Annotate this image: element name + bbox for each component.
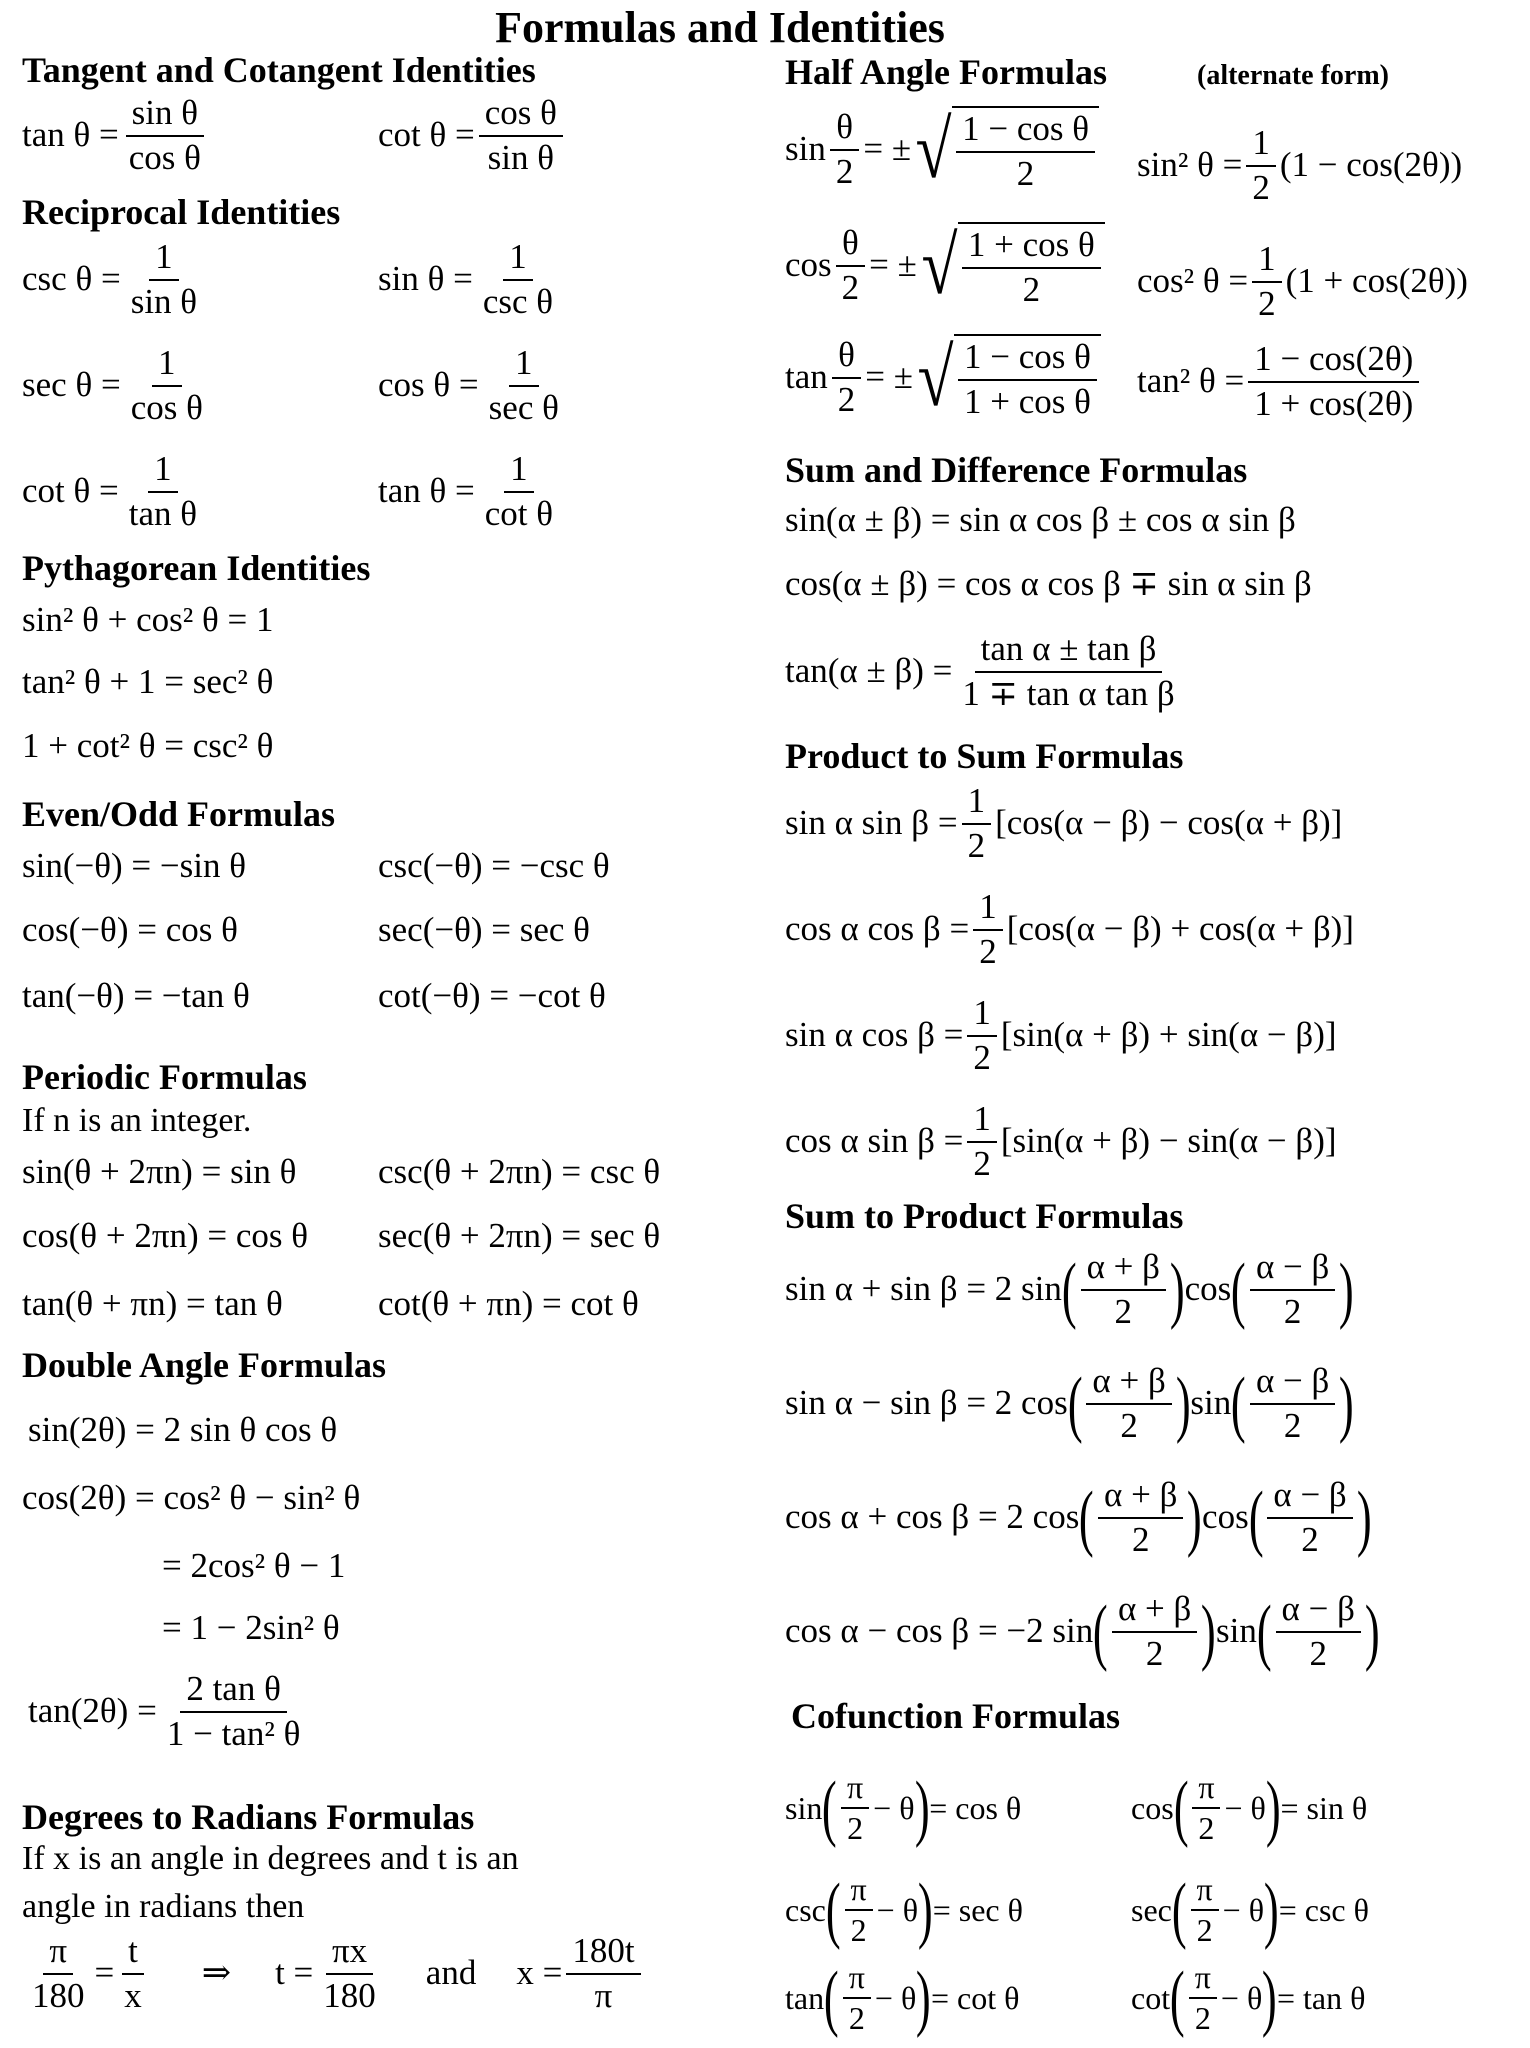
formula-tan-quotient bbox=[22, 94, 211, 177]
fraction bbox=[125, 238, 203, 321]
formula-sum-diff-tan bbox=[785, 630, 1185, 713]
fraction bbox=[1252, 240, 1282, 323]
denominator: 2 bbox=[835, 151, 854, 191]
denominator: 2 bbox=[1301, 1519, 1319, 1559]
numerator: α − β bbox=[1267, 1476, 1352, 1519]
fraction bbox=[967, 994, 997, 1077]
denominator: 180 bbox=[32, 1975, 85, 2015]
formula-half-sin-alt bbox=[1137, 124, 1462, 207]
formula-csc-reciprocal bbox=[22, 238, 207, 321]
formula-double-tan bbox=[28, 1670, 310, 1753]
heading-double-angle: Double Angle Formulas bbox=[22, 1345, 387, 1385]
minus-theta: − θ bbox=[873, 1789, 915, 1826]
heading-even-odd: Even/Odd Formulas bbox=[22, 794, 336, 834]
heading-cofunction: Cofunction Formulas bbox=[791, 1696, 1121, 1736]
formula-lhs: tan(2θ) = bbox=[28, 1691, 157, 1731]
fraction bbox=[479, 450, 559, 533]
formula-pythagorean-1: sin² θ + cos² θ = 1 bbox=[22, 600, 274, 639]
fraction bbox=[26, 1932, 91, 2015]
denominator: cot θ bbox=[484, 493, 554, 533]
radical-icon: √ bbox=[921, 219, 958, 311]
denominator: csc θ bbox=[482, 281, 554, 321]
numerator: α − β bbox=[1250, 1248, 1335, 1291]
numerator: 1 bbox=[503, 238, 533, 281]
numerator: θ bbox=[830, 108, 859, 151]
plus-minus-equals: = ± bbox=[865, 357, 913, 397]
denominator: 2 bbox=[850, 1912, 867, 1949]
fraction bbox=[1248, 340, 1419, 423]
numerator: 1 + cos θ bbox=[962, 226, 1101, 269]
numerator: π bbox=[1189, 1960, 1217, 1999]
plus-minus-equals: = ± bbox=[863, 129, 912, 169]
formula-double-cos: cos(2θ) = cos² θ − sin² θ bbox=[22, 1478, 361, 1517]
minus-theta: − θ bbox=[876, 1891, 919, 1928]
numerator: 1 − cos(2θ) bbox=[1248, 340, 1419, 383]
formula-pythagorean-2: tan² θ + 1 = sec² θ bbox=[22, 662, 274, 701]
numerator: π bbox=[1191, 1872, 1219, 1911]
denominator: 2 bbox=[847, 1810, 864, 1847]
equals-sign: = bbox=[94, 1953, 115, 1993]
fraction bbox=[1098, 1476, 1183, 1559]
formula-periodic-sin: sin(θ + 2πn) = sin θ bbox=[22, 1152, 297, 1191]
fraction bbox=[956, 630, 1180, 713]
numerator: 1 bbox=[973, 888, 1003, 931]
square-root bbox=[917, 219, 1105, 311]
formula-lhs: tan θ = bbox=[22, 115, 119, 155]
formula-rhs: = cos θ bbox=[929, 1789, 1022, 1826]
formula-cofunction-tan: tan ( $\frac{\pi}{2}$ − θ ) = cot θ bbox=[785, 1957, 1020, 2040]
function-name: cos bbox=[1131, 1789, 1174, 1826]
numerator: θ bbox=[836, 224, 865, 267]
square-root bbox=[911, 103, 1099, 195]
formula-lhs: cos θ = bbox=[378, 365, 479, 405]
denominator: 2 bbox=[973, 1143, 991, 1183]
denominator: 180 bbox=[323, 1975, 376, 2015]
denominator: 1 − tan² θ bbox=[166, 1713, 301, 1753]
formula-double-sin: sin(2θ) = 2 sin θ cos θ bbox=[28, 1410, 338, 1449]
radicand bbox=[958, 222, 1105, 309]
fraction bbox=[1267, 1476, 1352, 1559]
heading-sum-difference: Sum and Difference Formulas bbox=[785, 450, 1248, 490]
function-name: csc bbox=[785, 1891, 826, 1928]
fraction bbox=[1250, 1248, 1335, 1331]
denominator: 2 bbox=[1196, 1912, 1213, 1949]
page-title: Formulas and Identities bbox=[495, 3, 945, 52]
heading-reciprocal: Reciprocal Identities bbox=[22, 192, 341, 232]
function-name: sin bbox=[1215, 1611, 1257, 1651]
fraction bbox=[843, 1960, 871, 2036]
formula-periodic-tan: tan(θ + πn) = tan θ bbox=[22, 1284, 283, 1323]
formula-sum-diff-cos: cos(α ± β) = cos α cos β ∓ sin α sin β bbox=[785, 564, 1312, 603]
function-name: cos bbox=[1184, 1269, 1232, 1309]
formula-lhs: sin α − sin β = 2 cos bbox=[785, 1383, 1068, 1423]
formula-even-odd-cot: cot(−θ) = −cot θ bbox=[378, 976, 606, 1015]
denominator: 2 bbox=[1283, 1405, 1302, 1445]
formula-cot-quotient bbox=[378, 94, 567, 177]
degrees-note-line-2: angle in radians then bbox=[22, 1888, 305, 1925]
formula-double-cos-alt-1: = 2cos² θ − 1 bbox=[162, 1546, 346, 1585]
formula-lhs: cot θ = bbox=[378, 115, 475, 155]
numerator: θ bbox=[832, 336, 861, 379]
minus-theta: − θ bbox=[874, 1979, 917, 2016]
denominator: tan θ bbox=[128, 493, 198, 533]
degrees-note-line-1: If x is an angle in degrees and t is an bbox=[22, 1840, 519, 1877]
implies-arrow-icon: ⇒ bbox=[201, 1953, 232, 1993]
denominator: 2 bbox=[1022, 269, 1041, 309]
formula-lhs: tan θ = bbox=[378, 471, 475, 511]
fraction bbox=[161, 1670, 307, 1753]
denominator: 2 bbox=[973, 1037, 991, 1077]
denominator: 2 bbox=[967, 825, 986, 865]
fraction bbox=[962, 226, 1101, 309]
numerator: 2 tan θ bbox=[180, 1670, 287, 1713]
formula-lhs: sec θ = bbox=[22, 365, 121, 405]
fraction bbox=[123, 94, 207, 177]
formula-lhs: t = bbox=[275, 1953, 314, 1993]
radicand bbox=[954, 334, 1101, 421]
denominator: 2 bbox=[1016, 153, 1035, 193]
formula-rhs: [sin(α + β) + sin(α − β)] bbox=[1000, 1015, 1337, 1055]
numerator: cos θ bbox=[479, 94, 563, 137]
numerator: 1 bbox=[967, 1100, 997, 1143]
formula-lhs: sin² θ = bbox=[1137, 145, 1243, 185]
formula-rhs: = tan θ bbox=[1276, 1979, 1366, 2016]
numerator: 1 bbox=[1252, 240, 1282, 283]
numerator: α − β bbox=[1250, 1362, 1335, 1405]
formula-cot-reciprocal bbox=[22, 450, 207, 533]
formula-lhs: sin θ = bbox=[378, 259, 473, 299]
fraction bbox=[958, 338, 1097, 421]
denominator: 2 bbox=[979, 931, 997, 971]
formula-sec-reciprocal bbox=[22, 344, 213, 427]
numerator: 180t bbox=[566, 1932, 640, 1975]
numerator: 1 bbox=[148, 450, 178, 493]
numerator: t bbox=[122, 1932, 144, 1975]
plus-minus-equals: = ± bbox=[869, 245, 917, 285]
formula-double-cos-alt-2: = 1 − 2sin² θ bbox=[162, 1608, 340, 1647]
fraction bbox=[1192, 1770, 1220, 1846]
fraction bbox=[483, 344, 565, 427]
formula-lhs: x = bbox=[516, 1953, 563, 1993]
formula-rhs: [cos(α − β) + cos(α + β)] bbox=[1006, 909, 1354, 949]
denominator: sec θ bbox=[488, 387, 559, 427]
formula-lhs: tan² θ = bbox=[1137, 361, 1245, 401]
radical-icon: √ bbox=[915, 103, 952, 195]
formula-cofunction-sec: sec ( $\frac{\pi}{2}$ − θ ) = csc θ bbox=[1131, 1869, 1369, 1952]
formula-cofunction-sin: sin ( $\frac{\pi}{2}$ − θ ) = cos θ bbox=[785, 1767, 1022, 1850]
denominator: 2 bbox=[841, 267, 860, 307]
denominator: 2 bbox=[1309, 1633, 1327, 1673]
formula-product-sin-sin bbox=[785, 782, 1342, 865]
denominator: x bbox=[124, 1975, 142, 2015]
formula-sum-product-sin-minus: sin α − sin β = 2 cos ( $\frac{\alpha + \beta}{2}$ ) sin ( $\frac{\alpha - \beta}{2}$ ) bbox=[785, 1361, 1355, 1445]
function-name: sec bbox=[1131, 1891, 1172, 1928]
fraction bbox=[1246, 124, 1276, 207]
formula-cofunction-cos: cos ( $\frac{\pi}{2}$ − θ ) = sin θ bbox=[1131, 1767, 1368, 1850]
formula-lhs: cos α cos β = bbox=[785, 909, 970, 949]
function-name: tan bbox=[785, 1979, 825, 2016]
radical-icon: √ bbox=[917, 331, 954, 423]
denominator: 2 bbox=[1114, 1291, 1133, 1331]
formula-lhs: cot θ = bbox=[22, 471, 119, 511]
fraction bbox=[973, 888, 1003, 971]
numerator: 1 bbox=[152, 344, 182, 387]
fraction bbox=[118, 1932, 148, 2015]
denominator: sin θ bbox=[130, 281, 198, 321]
heading-product-to-sum: Product to Sum Formulas bbox=[785, 736, 1184, 776]
formula-sum-diff-sin: sin(α ± β) = sin α cos β ± cos α sin β bbox=[785, 500, 1296, 539]
formula-rhs: = sec θ bbox=[932, 1891, 1023, 1928]
formula-periodic-cot: cot(θ + πn) = cot θ bbox=[378, 1284, 639, 1323]
denominator: 2 bbox=[1198, 1810, 1215, 1847]
function-name: sin bbox=[785, 1789, 823, 1826]
numerator: tan α ± tan β bbox=[975, 630, 1163, 673]
formula-rhs: [sin(α + β) − sin(α − β)] bbox=[1000, 1121, 1337, 1161]
formula-sum-product-cos-minus: cos α − cos β = −2 sin ( $\frac{\alpha + \beta}{2}$ ) sin ( $\frac{\alpha - \beta}{2}$ ) bbox=[785, 1589, 1380, 1673]
formula-pythagorean-3: 1 + cot² θ = csc² θ bbox=[22, 726, 274, 765]
fraction bbox=[1250, 1362, 1335, 1445]
formula-periodic-csc: csc(θ + 2πn) = csc θ bbox=[378, 1152, 661, 1191]
denominator: 2 bbox=[848, 2000, 865, 2037]
denominator: sin θ bbox=[487, 137, 555, 177]
formula-even-odd-csc: csc(−θ) = −csc θ bbox=[378, 846, 610, 885]
denominator: cos θ bbox=[130, 387, 203, 427]
periodic-note: If n is an integer. bbox=[22, 1102, 252, 1139]
function-name: sin bbox=[785, 129, 826, 169]
numerator: πx bbox=[326, 1932, 373, 1975]
heading-pythagorean: Pythagorean Identities bbox=[22, 548, 371, 588]
function-name: sin bbox=[1190, 1383, 1232, 1423]
function-name: cos bbox=[785, 245, 832, 285]
numerator: π bbox=[1192, 1770, 1220, 1809]
formula-lhs: csc θ = bbox=[22, 259, 121, 299]
formula-degrees-radians bbox=[22, 1932, 645, 2015]
fraction bbox=[1086, 1362, 1171, 1445]
numerator: α − β bbox=[1276, 1590, 1361, 1633]
formula-sin-reciprocal bbox=[378, 238, 563, 321]
formula-half-tan-alt bbox=[1137, 340, 1423, 423]
numerator: π bbox=[43, 1932, 73, 1975]
heading-tangent-cotangent: Tangent and Cotangent Identities bbox=[22, 50, 536, 90]
fraction bbox=[962, 782, 992, 865]
fraction bbox=[477, 238, 559, 321]
numerator: α + β bbox=[1086, 1362, 1171, 1405]
fraction bbox=[832, 336, 862, 419]
and-word: and bbox=[425, 1953, 477, 1993]
denominator: 2 bbox=[1252, 167, 1270, 207]
minus-theta: − θ bbox=[1222, 1891, 1265, 1928]
heading-degrees-radians: Degrees to Radians Formulas bbox=[22, 1797, 475, 1837]
denominator: 2 bbox=[1120, 1405, 1138, 1445]
formula-cos-reciprocal bbox=[378, 344, 569, 427]
numerator: π bbox=[843, 1960, 871, 1999]
fraction bbox=[1081, 1248, 1166, 1331]
formula-rhs: [cos(α − β) − cos(α + β)] bbox=[995, 803, 1343, 843]
minus-theta: − θ bbox=[1224, 1789, 1266, 1826]
formula-tan-reciprocal bbox=[378, 450, 563, 533]
fraction bbox=[317, 1932, 382, 2015]
formula-lhs: cos² θ = bbox=[1137, 261, 1249, 301]
function-name: tan bbox=[785, 357, 828, 397]
numerator: 1 bbox=[149, 238, 179, 281]
fraction bbox=[845, 1872, 873, 1948]
formula-lhs: cos α − cos β = −2 sin bbox=[785, 1611, 1094, 1651]
formula-half-cos-alt bbox=[1137, 240, 1468, 323]
fraction bbox=[830, 108, 860, 191]
fraction bbox=[1191, 1872, 1219, 1948]
denominator: 1 + cos θ bbox=[963, 381, 1091, 421]
formula-rhs: (1 + cos(2θ)) bbox=[1285, 261, 1468, 301]
radicand bbox=[952, 106, 1099, 193]
formula-even-odd-cos: cos(−θ) = cos θ bbox=[22, 910, 238, 949]
formula-lhs: cos α + cos β = 2 cos bbox=[785, 1497, 1080, 1537]
numerator: α + β bbox=[1098, 1476, 1183, 1519]
denominator: π bbox=[594, 1975, 613, 2015]
formula-rhs: = sin θ bbox=[1280, 1789, 1368, 1826]
denominator: 2 bbox=[1145, 1633, 1164, 1673]
formula-lhs: sin α cos β = bbox=[785, 1015, 964, 1055]
formula-sum-product-cos-plus: cos α + cos β = 2 cos ( $\frac{\alpha + \beta}{2}$ ) cos ( $\frac{\alpha - \beta}{2}$ ) bbox=[785, 1475, 1372, 1559]
formula-half-sin bbox=[785, 103, 1099, 195]
formula-periodic-sec: sec(θ + 2πn) = sec θ bbox=[378, 1216, 661, 1255]
square-root bbox=[913, 331, 1101, 423]
numerator: sin θ bbox=[126, 94, 204, 137]
denominator: 2 bbox=[1258, 283, 1276, 323]
numerator: α + β bbox=[1112, 1590, 1197, 1633]
numerator: 1 bbox=[509, 344, 539, 387]
formula-rhs: (1 − cos(2θ)) bbox=[1279, 145, 1463, 185]
formula-rhs: = csc θ bbox=[1278, 1891, 1369, 1928]
formula-half-tan bbox=[785, 331, 1101, 423]
denominator: 1 + cos(2θ) bbox=[1254, 383, 1414, 423]
formula-lhs: sin α + sin β = 2 sin bbox=[785, 1269, 1062, 1309]
fraction bbox=[1276, 1590, 1361, 1673]
fraction bbox=[967, 1100, 997, 1183]
fraction bbox=[479, 94, 563, 177]
formula-even-odd-tan: tan(−θ) = −tan θ bbox=[22, 976, 250, 1015]
formula-even-odd-sec: sec(−θ) = sec θ bbox=[378, 910, 590, 949]
fraction bbox=[123, 450, 203, 533]
numerator: π bbox=[845, 1872, 873, 1911]
fraction bbox=[1112, 1590, 1197, 1673]
denominator: 2 bbox=[1131, 1519, 1150, 1559]
function-name: cos bbox=[1202, 1497, 1249, 1537]
formula-sum-product-sin-plus: sin α + sin β = 2 sin ( $\frac{\alpha + \beta}{2}$ ) cos ( $\frac{\alpha - \beta}{2}$ ) bbox=[785, 1247, 1355, 1331]
denominator: 2 bbox=[837, 379, 856, 419]
numerator: 1 bbox=[967, 994, 997, 1037]
denominator: 1 ∓ tan α tan β bbox=[962, 673, 1175, 713]
fraction bbox=[956, 110, 1095, 193]
denominator: 2 bbox=[1283, 1291, 1302, 1331]
fraction bbox=[125, 344, 209, 427]
heading-half-angle: Half Angle Formulas bbox=[785, 52, 1107, 92]
heading-sum-to-product: Sum to Product Formulas bbox=[785, 1196, 1184, 1236]
denominator: 2 bbox=[1194, 2000, 1211, 2037]
formula-rhs: = cot θ bbox=[930, 1979, 1020, 2016]
numerator: α + β bbox=[1081, 1248, 1166, 1291]
formula-periodic-cos: cos(θ + 2πn) = cos θ bbox=[22, 1216, 309, 1255]
denominator: cos θ bbox=[128, 137, 201, 177]
minus-theta: − θ bbox=[1220, 1979, 1263, 2016]
numerator: 1 bbox=[504, 450, 534, 493]
heading-periodic: Periodic Formulas bbox=[22, 1057, 307, 1097]
formula-lhs: tan(α ± β) = bbox=[785, 651, 953, 691]
formula-cofunction-csc: csc ( $\frac{\pi}{2}$ − θ ) = sec θ bbox=[785, 1869, 1023, 1952]
numerator: π bbox=[841, 1770, 869, 1809]
formula-product-cos-cos bbox=[785, 888, 1354, 971]
formula-half-cos bbox=[785, 219, 1105, 311]
numerator: 1 bbox=[1246, 124, 1276, 167]
fraction bbox=[1189, 1960, 1217, 2036]
alternate-form-label: (alternate form) bbox=[1197, 60, 1390, 91]
formula-product-sin-cos bbox=[785, 994, 1337, 1077]
numerator: 1 bbox=[962, 782, 992, 825]
function-name: cot bbox=[1131, 1979, 1171, 2016]
formula-product-cos-sin bbox=[785, 1100, 1337, 1183]
fraction bbox=[836, 224, 866, 307]
fraction bbox=[566, 1932, 640, 2015]
numerator: 1 − cos θ bbox=[958, 338, 1097, 381]
formula-lhs: cos α sin β = bbox=[785, 1121, 964, 1161]
formula-cofunction-cot: cot ( $\frac{\pi}{2}$ − θ ) = tan θ bbox=[1131, 1957, 1366, 2040]
fraction bbox=[841, 1770, 869, 1846]
formula-even-odd-sin: sin(−θ) = −sin θ bbox=[22, 846, 246, 885]
formula-lhs: sin α sin β = bbox=[785, 803, 958, 843]
numerator: 1 − cos θ bbox=[956, 110, 1095, 153]
